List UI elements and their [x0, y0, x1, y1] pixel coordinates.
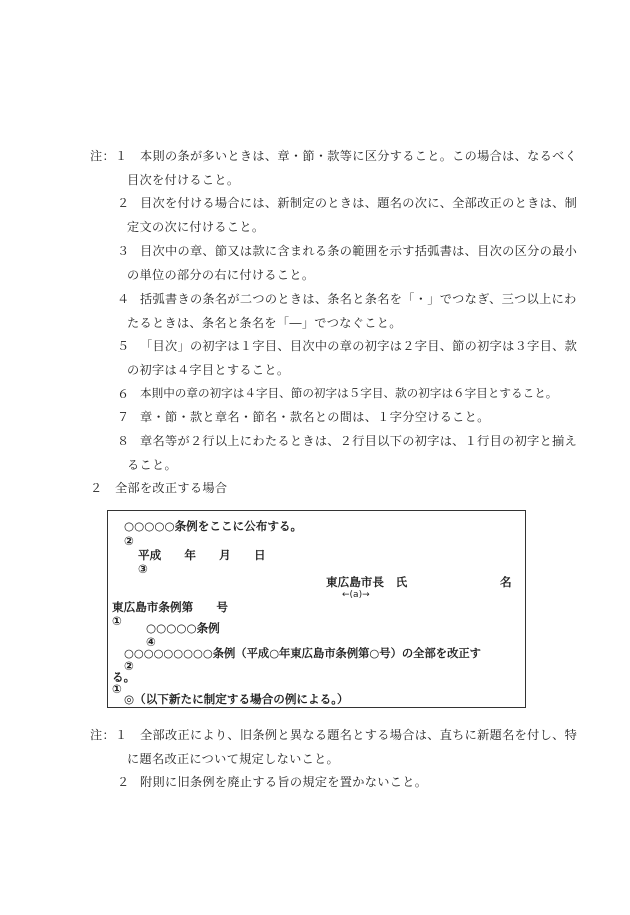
mayor-line: 東広島市長 氏	[326, 575, 408, 589]
marker: ②	[124, 659, 134, 673]
note-text: の単位の部分の右に付けること。	[127, 268, 315, 282]
note-number: ２	[117, 775, 130, 789]
note-text: 括弧書きの条名が二つのときは、条名と条名を「・」でつなぎ、三つ以上にわ	[140, 292, 577, 306]
note-text: 章・節・款と章名・節名・款名との間は、１字分空けること。	[140, 410, 490, 424]
note-text: 全部改正により、旧条例と異なる題名とする場合は、直ちに新題名を付し、特	[140, 728, 578, 742]
amendment-line-end: る。	[112, 670, 136, 684]
note-number: ３	[117, 244, 130, 258]
note-text: 章名等が２行以上にわたるときは、２行目以下の初字は、１行目の初字と揃え	[140, 434, 578, 448]
example-box	[107, 510, 526, 708]
note-number: 注：１	[90, 149, 128, 163]
promulgation-line: ○○○○○条例をここに公布する。	[124, 519, 303, 533]
mayor-name-end: 名	[500, 575, 512, 589]
date-line: 平成 年 月 日	[138, 548, 266, 562]
note-text: 本則中の章の初字は４字目、節の初字は５字目、款の初字は６字目とすること。	[140, 386, 558, 400]
followup-line: ◎（以下新たに制定する場合の例による。）	[124, 692, 349, 706]
note-text: 目次を付けること。	[127, 173, 240, 187]
note-number: ５	[117, 339, 130, 353]
marker: ④	[146, 635, 156, 649]
amendment-line: ○○○○○○○○○条例（平成○年東広島市条例第○号）の全部を改正す	[124, 647, 481, 660]
marker: ①	[112, 682, 122, 696]
note-text: 定文の次に付けること。	[127, 220, 265, 234]
spacing-note: ←(a)→	[342, 590, 370, 600]
ordinance-title: ○○○○○条例	[146, 621, 220, 635]
note-text: 目次を付ける場合には、新制定のときは、題名の次に、全部改正のときは、制	[140, 196, 578, 210]
note-text: ること。	[127, 458, 177, 472]
note-number: ２	[117, 196, 130, 210]
note-text: 目次中の章、節又は款に含まれる条の範囲を示す括弧書は、目次の区分の最小	[140, 244, 578, 258]
note-number: 注：１	[90, 728, 128, 742]
note-text: に題名改正について規定しないこと。	[127, 752, 340, 766]
note-text: の初字は４字目とすること。	[127, 363, 290, 377]
note-number: ４	[117, 292, 130, 306]
note-text: たるときは、条名と条名を「―」でつなぐこと。	[127, 316, 402, 330]
marker: ③	[138, 562, 148, 576]
note-text: 「目次」の初字は１字目、目次中の章の初字は２字目、節の初字は３字目、款	[140, 339, 578, 353]
marker: ②	[124, 534, 134, 548]
note-number: ８	[117, 434, 130, 448]
note-text: 附則に旧条例を廃止する旨の規定を置かないこと。	[140, 775, 428, 789]
ordinance-number: 東広島市条例第 号	[112, 600, 228, 614]
note-text: 本則の条が多いときは、章・節・款等に区分すること。この場合は、なるべく	[140, 149, 578, 163]
note-number: ６	[117, 387, 130, 401]
note-number: ７	[117, 410, 130, 424]
section-heading: ２ 全部を改正する場合	[90, 481, 228, 495]
marker: ①	[112, 614, 122, 628]
